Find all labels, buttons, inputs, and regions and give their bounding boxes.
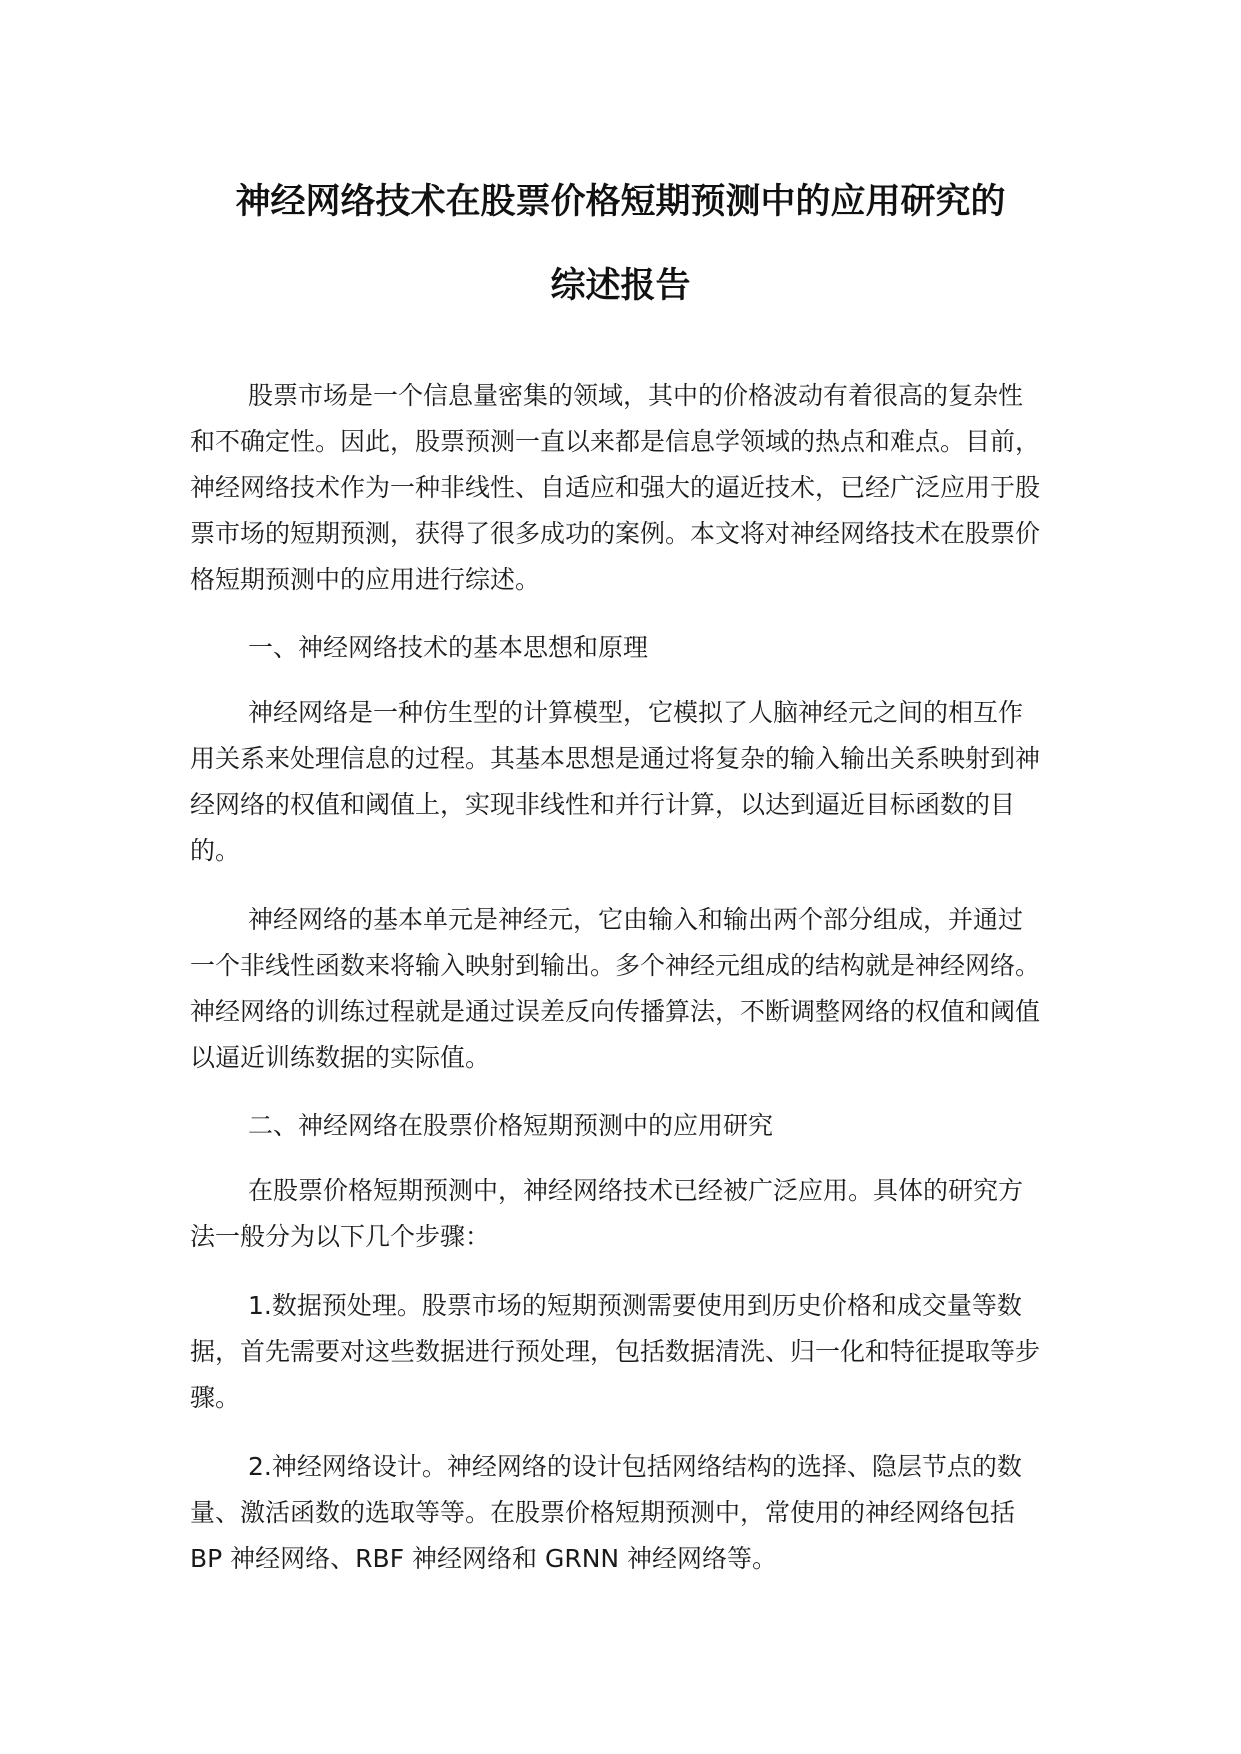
step-1-text: 1.数据预处理。股票市场的短期预测需要使用到历史价格和成交量等数据，首先需要对这些数据进行预处理，包括数据清洗、归一化和特征提取等步骤。 <box>190 1291 1041 1412</box>
document-title-line-1: 神经网络技术在股票价格短期预测中的应用研究的 <box>235 182 1006 222</box>
document-title-line-2: 综述报告 <box>550 266 691 306</box>
step-2-paragraph <box>190 1444 1042 1582</box>
step-2-text: 2.神经网络设计。神经网络的设计包括网络结构的选择、隐层节点的数量、激活函数的选取等等。在股票价格短期预测中，常使用的神经网络包括 BP 神经网络、RBF 神经网络和 GRNN 神经网络等。 <box>190 1452 1022 1573</box>
section-2-heading <box>190 1103 1042 1149</box>
section-1-heading-text: 一、神经网络技术的基本思想和原理 <box>248 633 649 662</box>
section-2-paragraph-1 <box>190 1168 1042 1260</box>
intro-text: 股票市场是一个信息量密集的领域，其中的价格波动有着很高的复杂性和不确定性。因此，股票预测一直以来都是信息学领域的热点和难点。目前，神经网络技术作为一种非线性、自适应和强大的逼近技术，已经广泛应用于股票市场的短期预测，获得了很多成功的案例。本文将对神经网络技术在股票价格短期预测中的应用进行综述。 <box>190 381 1041 594</box>
section-1-paragraph-1-text: 神经网络是一种仿生型的计算模型，它模拟了人脑神经元之间的相互作用关系来处理信息的过程。其基本思想是通过将复杂的输入输出关系映射到神经网络的权值和阈值上，实现非线性和并行计算，以达到逼近目标函数的目的。 <box>190 698 1041 865</box>
step-1-paragraph <box>190 1283 1042 1421</box>
section-1-paragraph-2-text: 神经网络的基本单元是神经元，它由输入和输出两个部分组成，并通过一个非线性函数来将输入映射到输出。多个神经元组成的结构就是神经网络。神经网络的训练过程就是通过误差反向传播算法，不断调整网络的权值和阈值以逼近训练数据的实际值。 <box>190 905 1041 1072</box>
section-2-paragraph-1-text: 在股票价格短期预测中，神经网络技术已经被广泛应用。具体的研究方法一般分为以下几个步骤： <box>190 1176 1024 1251</box>
section-1-paragraph-2 <box>190 897 1042 1081</box>
section-1-paragraph-1 <box>190 690 1042 874</box>
intro-paragraph <box>190 373 1042 603</box>
section-2-heading-text: 二、神经网络在股票价格短期预测中的应用研究 <box>248 1111 774 1140</box>
section-1-heading <box>190 625 1042 671</box>
